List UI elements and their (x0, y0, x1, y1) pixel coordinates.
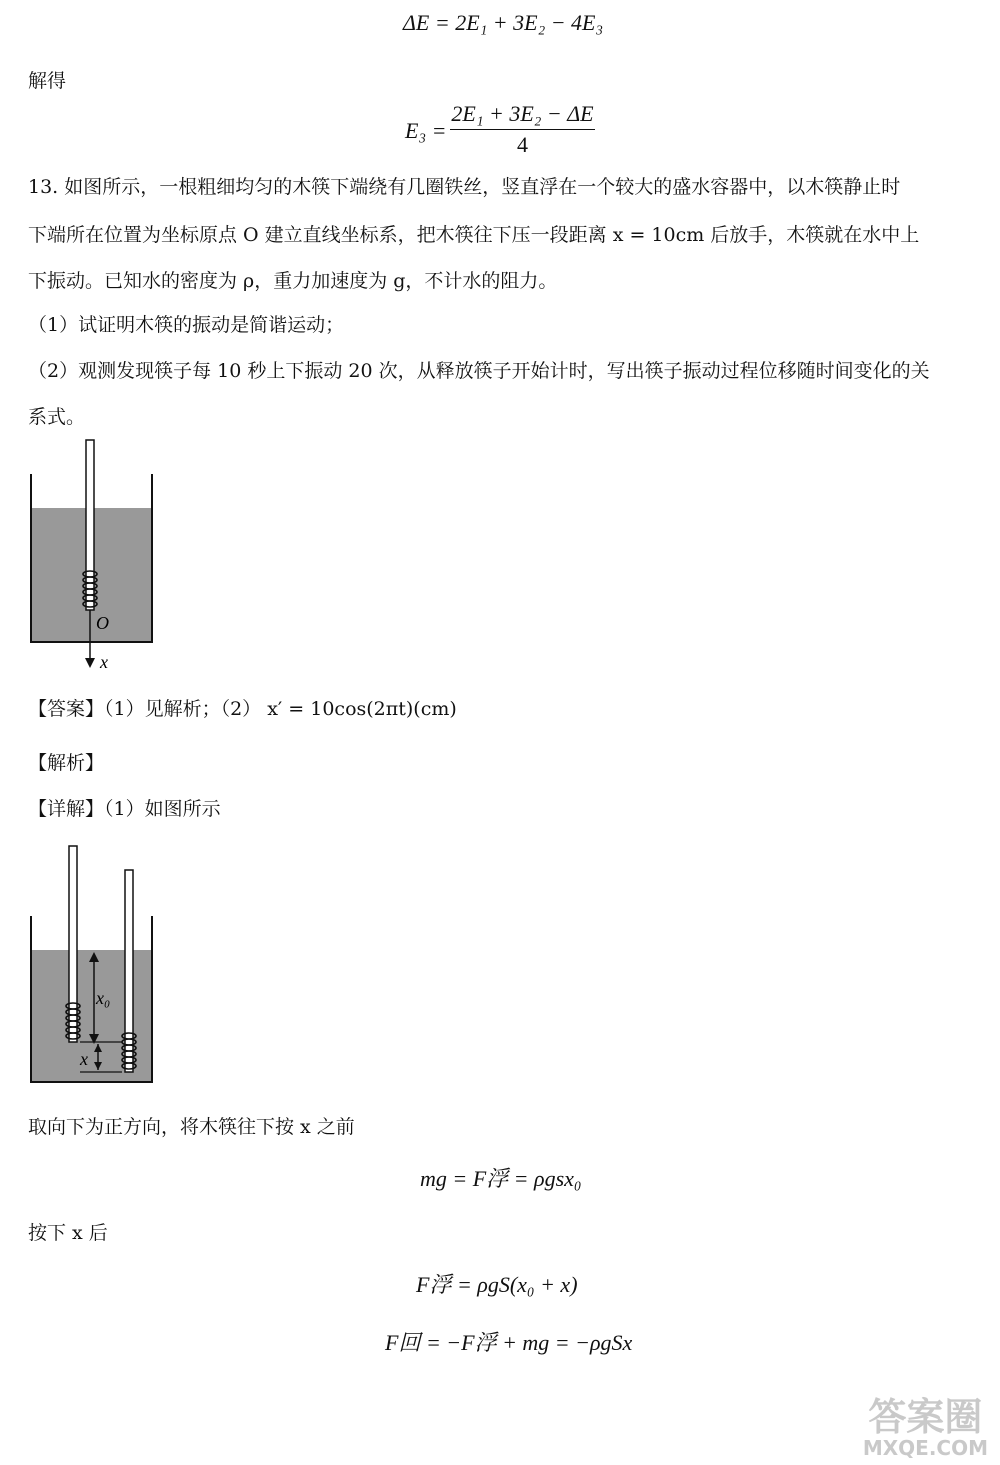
equation-e3-denominator: 4 (517, 132, 528, 157)
q13-line-2: 下端所在位置为坐标原点 O 建立直线坐标系，把木筷往下压一段距离 x = 10cm 后放手，木筷就在水中上 (28, 224, 920, 246)
q13-sub-2-line-2: 系式。 (28, 406, 86, 428)
q13-line-3: 下振动。已知水的密度为 ρ，重力加速度为 g，不计水的阻力。 (28, 270, 558, 292)
text-after-press: 按下 x 后 (28, 1222, 108, 1244)
figure-container-chopstick (22, 436, 162, 676)
equation-f-float: F浮 = ρgS(x₀ + x) (416, 1272, 578, 1297)
x-axis-arrow (85, 658, 95, 668)
text-before-press: 取向下为正方向，将木筷往下按 x 之前 (28, 1116, 355, 1138)
analysis-heading: 【解析】 (28, 752, 105, 774)
q13-sub-2-line-1: （2）观测发现筷子每 10 秒上下振动 20 次，从释放筷子开始计时，写出筷子振动过程位移随时间变化的关 (28, 360, 930, 382)
q13-sub-1: （1）试证明木筷的振动是简谐运动； (28, 314, 345, 336)
watermark-logo-top: 答案圈 (868, 1395, 983, 1439)
equation-delta-e: ΔE = 2E₁ + 3E₂ − 4E₃ (403, 10, 604, 35)
equation-mg: mg = F浮 = ρgsx₀ (420, 1166, 582, 1191)
label-x0: x₀ (96, 988, 111, 1008)
iron-wire-coil-left (66, 1003, 80, 1039)
answer-line: 【答案】（1）见解析；（2） x′ = 10cos(2πt)(cm) (28, 698, 457, 720)
chopstick (86, 440, 94, 610)
figure-two-chopsticks (22, 838, 162, 1088)
chopstick-left (69, 846, 77, 1042)
equation-e3-lhs: E₃ = (405, 118, 447, 143)
text-jiede: 解得 (28, 70, 67, 92)
label-origin: O (96, 613, 109, 633)
equation-e3-fraction (450, 101, 595, 158)
fraction-bar (450, 129, 595, 130)
watermark-logo (863, 1397, 988, 1459)
chopstick-right (125, 870, 133, 1072)
q13-line-1: 13. 如图所示，一根粗细均匀的木筷下端绕有几圈铁丝，竖直浮在一个较大的盛水容器中，以木筷静止时 (28, 176, 901, 198)
watermark-logo-bottom: MXQE.COM (862, 1436, 988, 1460)
label-x-axis: x (100, 652, 108, 672)
iron-wire-coil (83, 571, 97, 607)
label-x: x (80, 1049, 88, 1069)
equation-e3-numerator: 2E₁ + 3E₂ − ΔE (451, 101, 594, 126)
equation-f-restore: F回 = −F浮 + mg = −ρgSx (385, 1330, 633, 1355)
detail-heading: 【详解】（1）如图所示 (28, 798, 221, 820)
iron-wire-coil-right (122, 1033, 136, 1069)
